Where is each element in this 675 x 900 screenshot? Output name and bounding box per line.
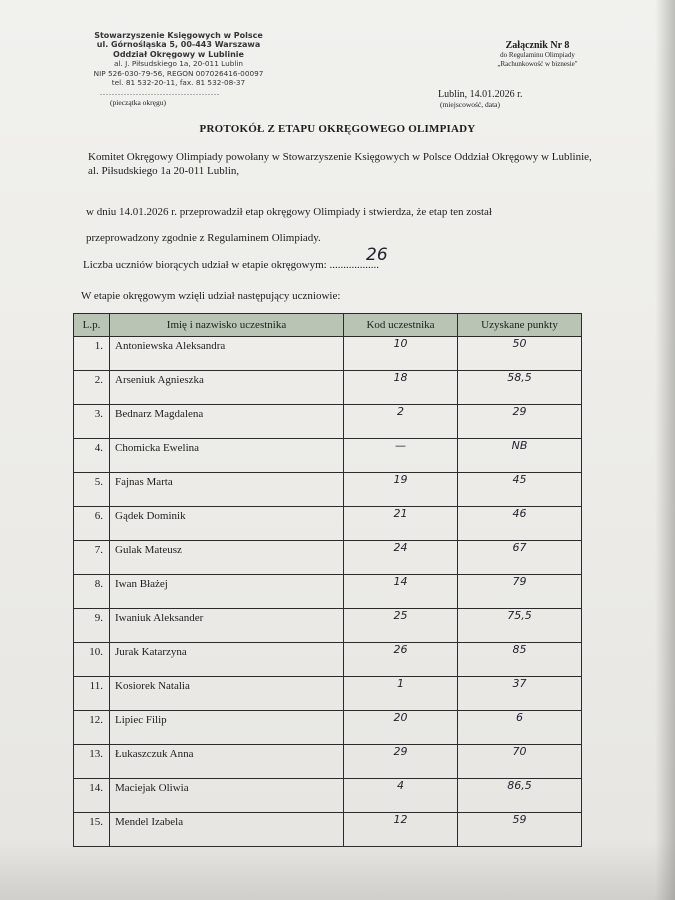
participant-name: Maciejak Oliwia (110, 779, 344, 813)
row-number: 12. (74, 711, 110, 745)
table-row (74, 745, 582, 779)
header-points: Uzyskane punkty (458, 314, 582, 337)
participant-name: Iwaniuk Aleksander (110, 609, 344, 643)
table-row (74, 609, 582, 643)
row-number: 7. (74, 541, 110, 575)
table-row (74, 507, 582, 541)
participant-name: Kosiorek Natalia (110, 677, 344, 711)
participant-points: 29 (458, 405, 582, 439)
participant-name: Lipiec Filip (110, 711, 344, 745)
participant-name: Arseniuk Agnieszka (110, 371, 344, 405)
participant-code: 14 (344, 575, 458, 609)
participant-code: 29 (344, 745, 458, 779)
participant-code: 18 (344, 371, 458, 405)
table-row (74, 371, 582, 405)
participant-name: Chomicka Ewelina (110, 439, 344, 473)
participant-points: 6 (458, 711, 582, 745)
participant-points: NB (458, 439, 582, 473)
stamp-caption: (pieczątka okręgu) (110, 98, 167, 107)
participant-points: 75,5 (458, 609, 582, 643)
stamp-line-nip-regon: NIP 526-030-79-56, REGON 007026416-00097 (93, 68, 264, 78)
header-lp: L.p. (74, 314, 110, 337)
participant-name: Antoniewska Aleksandra (110, 337, 344, 371)
row-number: 3. (74, 405, 110, 439)
row-number: 5. (74, 473, 110, 507)
row-number: 11. (74, 677, 110, 711)
document-title: PROTOKÓŁ Z ETAPU OKRĘGOWEGO OLIMPIADY (199, 123, 476, 135)
participant-code: 26 (344, 643, 458, 677)
participant-points: 86,5 (458, 779, 582, 813)
annex-olympiad-name: „Rachunkowość w biznesie" (497, 59, 578, 68)
participant-points: 67 (458, 541, 582, 575)
place-date: Lublin, 14.01.2026 r. (438, 89, 523, 100)
participant-code: 4 (344, 779, 458, 813)
participant-name: Gulak Mateusz (110, 541, 344, 575)
table-row (74, 677, 582, 711)
table-row (74, 779, 582, 813)
row-number: 8. (74, 575, 110, 609)
table-row (74, 439, 582, 473)
participant-name: Iwan Błażej (110, 575, 344, 609)
table-row (74, 473, 582, 507)
participant-count-value: 26 (366, 245, 388, 265)
participant-name: Bednarz Magdalena (110, 405, 344, 439)
participant-points: 50 (458, 337, 582, 371)
participant-code: 19 (344, 473, 458, 507)
stamp-dotted-line: ........................................ (100, 88, 220, 97)
participant-code: 1 (344, 677, 458, 711)
participant-code: 20 (344, 711, 458, 745)
row-number: 10. (74, 643, 110, 677)
page-edge-shadow (655, 0, 675, 900)
page-bottom-shadow (0, 840, 675, 900)
participant-code: 21 (344, 507, 458, 541)
stamp-line-branch: Oddział Okręgowy w Lublinie (113, 49, 244, 59)
participant-count-dots: .................. (329, 259, 379, 271)
row-number: 14. (74, 779, 110, 813)
participants-intro: W etapie okręgowym wzięli udział następujący uczniowie: (81, 290, 341, 302)
table-row (74, 541, 582, 575)
participant-count-line (83, 258, 379, 272)
header-name: Imię i nazwisko uczestnika (110, 314, 344, 337)
participant-points: 46 (458, 507, 582, 541)
participant-code: 12 (344, 813, 458, 847)
participant-name: Jurak Katarzyna (110, 643, 344, 677)
stamp-line-organization: Stowarzyszenie Księgowych w Polsce (94, 31, 263, 40)
participant-code: 10 (344, 337, 458, 371)
table-row (74, 575, 582, 609)
stamp-line-branch-address: al. J. Piłsudskiego 1a, 20-011 Lublin (113, 59, 244, 69)
annex-title: Załącznik Nr 8 (505, 40, 570, 51)
row-number: 13. (74, 745, 110, 779)
participant-code: 24 (344, 541, 458, 575)
row-number: 2. (74, 371, 110, 405)
participant-code: — (344, 439, 458, 473)
stage-statement-line-1: w dniu 14.01.2026 r. przeprowadził etap okręgowy Olimpiady i stwierdza, że etap ten został (86, 206, 492, 218)
table-header-row (74, 314, 582, 337)
stamp-line-address: ul. Górnośląska 5, 00-443 Warszawa (96, 40, 261, 50)
place-date-caption: (miejscowość, data) (440, 100, 500, 109)
participants-table (73, 313, 582, 847)
participant-points: 59 (458, 813, 582, 847)
row-number: 6. (74, 507, 110, 541)
participant-points: 79 (458, 575, 582, 609)
table-row (74, 643, 582, 677)
participant-name: Gądek Dominik (110, 507, 344, 541)
participant-name: Fajnas Marta (110, 473, 344, 507)
header-code: Kod uczestnika (344, 314, 458, 337)
committee-paragraph: Komitet Okręgowy Olimpiady powołany w Stowarzyszenie Księgowych w Polsce Oddział Okręgowy w Lublinie, al. Piłsudskiego 1a 20-011 Lublin, (88, 151, 592, 177)
row-number: 15. (74, 813, 110, 847)
annex-header (470, 40, 605, 68)
table-row (74, 405, 582, 439)
participant-code: 25 (344, 609, 458, 643)
participant-code: 2 (344, 405, 458, 439)
participant-points: 45 (458, 473, 582, 507)
row-number: 4. (74, 439, 110, 473)
organization-stamp (86, 31, 271, 87)
row-number: 1. (74, 337, 110, 371)
table-row (74, 711, 582, 745)
participant-name: Mendel Izabela (110, 813, 344, 847)
annex-regulation-line: do Regulaminu Olimpiady (500, 51, 575, 59)
row-number: 9. (74, 609, 110, 643)
participant-points: 37 (458, 677, 582, 711)
participant-points: 70 (458, 745, 582, 779)
participant-points: 85 (458, 643, 582, 677)
table-row (74, 337, 582, 371)
stage-statement-line-2: przeprowadzony zgodnie z Regulaminem Olimpiady. (86, 232, 321, 244)
participant-name: Łukaszczuk Anna (110, 745, 344, 779)
participant-count-label: Liczba uczniów biorących udział w etapie okręgowym: (83, 259, 327, 271)
stamp-line-phone: tel. 81 532-20-11, fax. 81 532-08-37 (111, 78, 246, 88)
participant-points: 58,5 (458, 371, 582, 405)
